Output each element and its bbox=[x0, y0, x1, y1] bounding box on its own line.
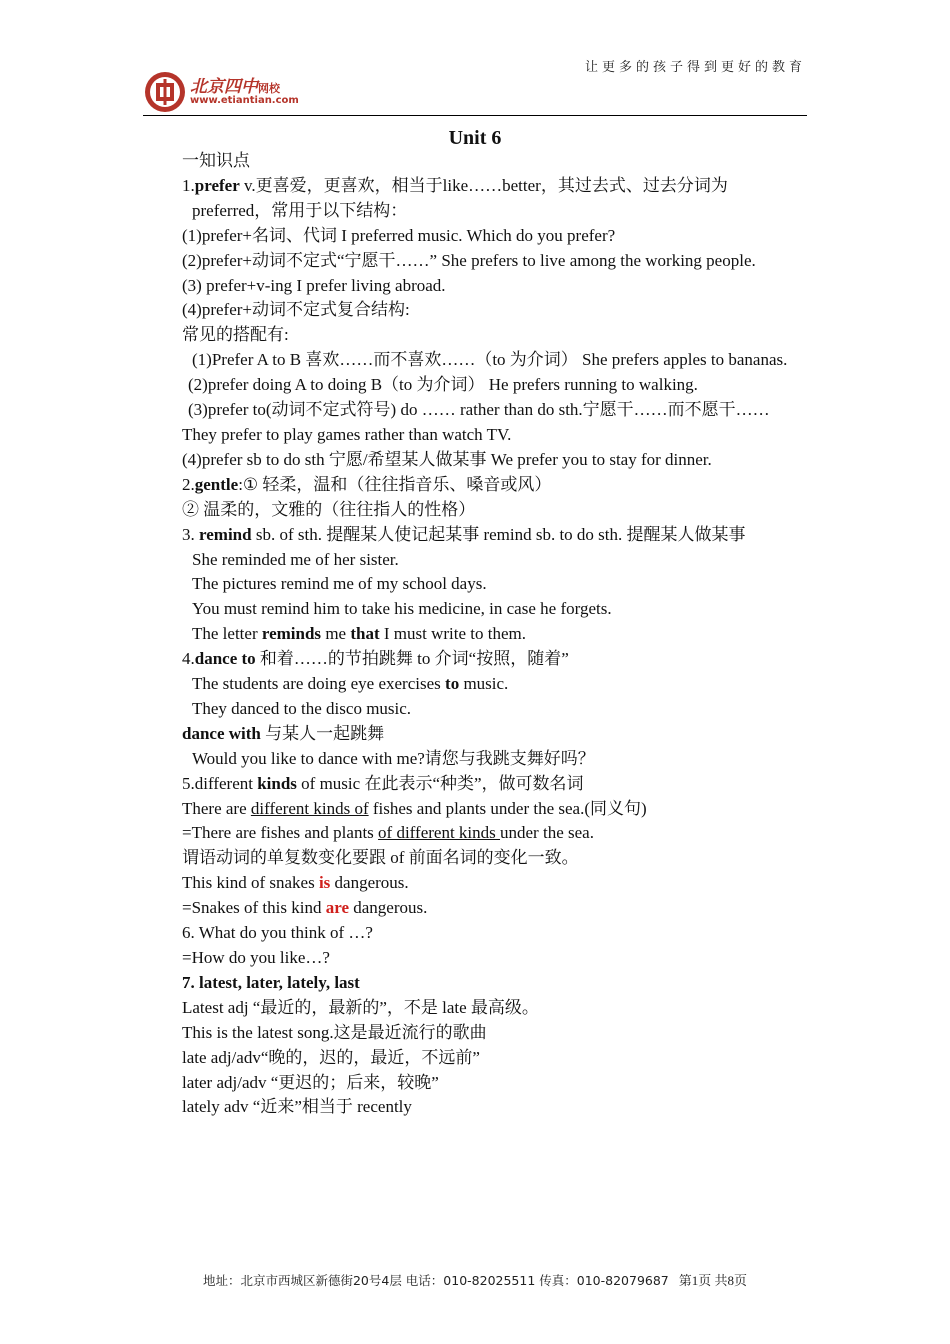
point-4-example-1: The students are doing eye exercises to music. bbox=[192, 674, 509, 694]
collocation-2: (2)prefer doing A to doing B（to 为介词） He prefers running to walking. bbox=[188, 375, 698, 395]
section-heading: 一知识点 bbox=[182, 151, 250, 170]
page-number: 第1页 共8页 bbox=[678, 1273, 748, 1288]
point-7-line-3: late adj/adv“晚的，迟的，最近，不远前” bbox=[182, 1047, 480, 1067]
collocations-heading: 常见的搭配有: bbox=[182, 325, 289, 345]
point-2: 2.gentle:① 轻柔，温和（往往指音乐、嗓音或风） bbox=[182, 474, 552, 494]
point-7-heading: 7. latest, later, lately, last bbox=[182, 972, 360, 992]
structure-4: (4)prefer+动词不定式复合结构: bbox=[182, 300, 410, 320]
structure-2: (2)prefer+动词不定式“宁愿干……” She prefers to live among the working people. bbox=[182, 250, 756, 270]
point-6-alt: =How do you like…? bbox=[182, 948, 330, 967]
point-4: 4.dance to 和着……的节拍跳舞 to 介词“按照，随着” bbox=[182, 649, 569, 669]
point-3-example-3: You must remind him to take his medicine, in case he forgets. bbox=[192, 599, 612, 619]
point-1: 1.prefer v.更喜爱，更喜欢，相当于like……better，其过去式、过去分词为 bbox=[182, 175, 728, 195]
point-5-example-3: This kind of snakes is dangerous. bbox=[182, 873, 409, 893]
point-3: 3. remind sb. of sth. 提醒某人使记起某事 remind sb. to do sth. 提醒某人做某事 bbox=[182, 524, 746, 544]
header-slogan: 让更多的孩子得到更好的教育 bbox=[584, 60, 806, 75]
point-5-example-4: =Snakes of this kind are dangerous. bbox=[182, 898, 428, 918]
point-1-cont: preferred，常用于以下结构： bbox=[192, 200, 408, 220]
point-5-example-2: =There are fishes and plants of different kinds under the sea. bbox=[182, 823, 594, 843]
document-body bbox=[144, 149, 809, 1120]
point-7-line-1: Latest adj “最近的，最新的”，不是 late 最高级。 bbox=[182, 997, 539, 1017]
point-7-line-5: lately adv “近来”相当于 recently bbox=[182, 1097, 412, 1117]
point-3-example-2: The pictures remind me of my school days. bbox=[192, 574, 487, 594]
point-4b: dance with 与某人一起跳舞 bbox=[182, 723, 385, 743]
collocation-1: (1)Prefer A to B 喜欢……而不喜欢……（to 为介词） She prefers apples to bananas. bbox=[192, 350, 788, 370]
point-2-line2: ② 温柔的，文雅的（往往指人的性格） bbox=[182, 499, 476, 519]
point-7-line-2: This is the latest song.这是最近流行的歌曲 bbox=[182, 1022, 487, 1042]
point-5-note: 谓语动词的单复数变化要跟 of 前面名词的变化一致。 bbox=[182, 848, 579, 868]
point-3-example-1: She reminded me of her sister. bbox=[192, 549, 399, 569]
logo-sub: 网校 bbox=[258, 82, 280, 95]
point-6: 6. What do you think of …? bbox=[182, 923, 373, 943]
page-title: Unit 6 bbox=[448, 127, 502, 149]
logo-url: www.etiantian.com bbox=[190, 95, 299, 106]
logo-name: 北京四中网校 bbox=[190, 77, 280, 97]
point-5-example-1: There are different kinds of fishes and plants under the sea.(同义句) bbox=[182, 798, 647, 818]
structure-1: (1)prefer+名词、代词 I preferred music. Which do you prefer? bbox=[182, 225, 616, 245]
point-3-example-4: The letter reminds me that I must write to them. bbox=[192, 624, 526, 644]
structure-3: (3) prefer+v-ing I prefer living abroad. bbox=[182, 275, 446, 295]
page-footer bbox=[0, 1270, 950, 1289]
point-7-line-4: later adj/adv “更迟的；后来，较晚” bbox=[182, 1072, 439, 1092]
collocation-4: (4)prefer sb to do sth 宁愿/希望某人做某事 We prefer you to stay for dinner. bbox=[182, 449, 712, 469]
point-4-example-2: They danced to the disco music. bbox=[192, 698, 412, 718]
collocation-3: (3)prefer to(动词不定式符号) do …… rather than do sth.宁愿干……而不愿干…… bbox=[188, 400, 770, 420]
collocation-3-example: They prefer to play games rather than watch TV. bbox=[182, 424, 512, 444]
header-divider bbox=[143, 115, 807, 116]
point-4b-example: Would you like to dance with me?请您与我跳支舞好吗？ bbox=[192, 748, 595, 768]
footer-address: 地址：北京市西城区新德街20号4层 电话：010-82025511 传真：010-82079687 bbox=[202, 1273, 669, 1288]
point-5: 5.different kinds of music 在此表示“种类”，做可数名词 bbox=[182, 773, 584, 793]
